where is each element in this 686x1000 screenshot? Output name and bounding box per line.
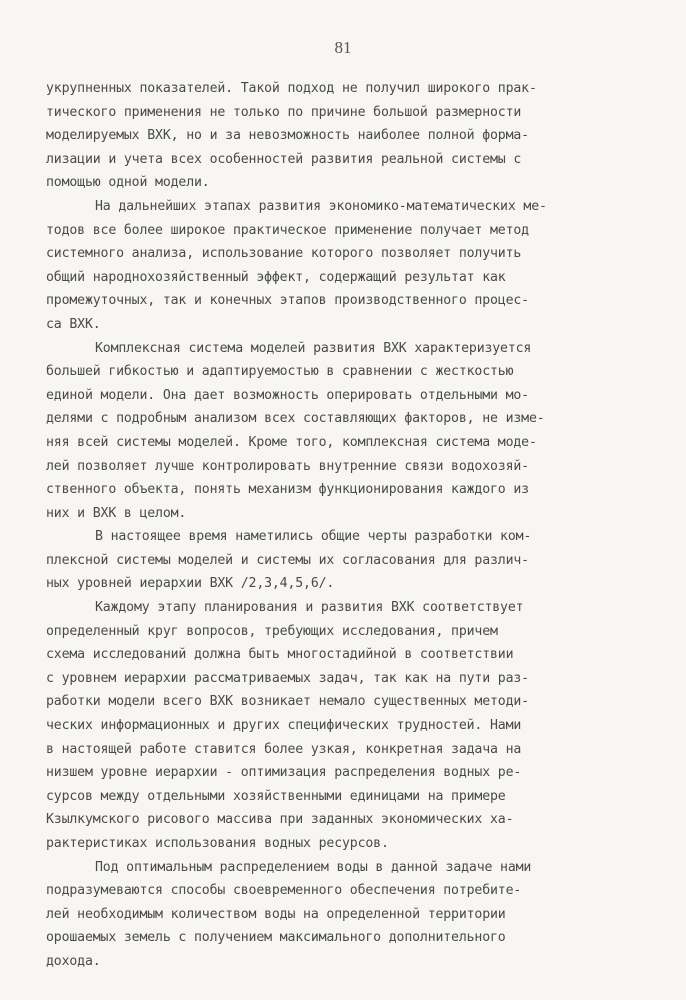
text-line: промежуточных, так и конечных этапов производственного процес- [46, 293, 529, 309]
text-line: Кзылкумского рисового массива при заданных экономических ха- [46, 812, 514, 828]
text-line: с уровнем иерархии рассматриваемых задач, так как на пути раз- [46, 670, 529, 686]
text-line: подразумеваются способы своевременного обеспечения потребите- [46, 883, 522, 899]
text-line: тического применения не только по причине большой размерности [46, 104, 522, 120]
text-line: лей необходимым количеством воды на определенной территории [46, 906, 506, 922]
text-line: единой модели. Она дает возможность оперировать отдельными мо- [46, 387, 529, 403]
paragraph [46, 856, 666, 974]
text-line: са ВХК. [46, 316, 101, 332]
text-line: лей позволяет лучше контролировать внутренние связи водохозяй- [46, 458, 529, 474]
text-line: лизации и учета всех особенностей развития реальной системы с [46, 151, 522, 167]
text-line: тодов все более широкое практическое применение получает метод [46, 222, 529, 238]
text-line: Комплексная система моделей развития ВХК характеризуется [95, 340, 532, 356]
text-line: На дальнейших этапах развития экономико-математических ме- [95, 198, 547, 214]
text-line: дохода. [46, 953, 101, 969]
text-line: делями с подробным анализом всех составляющих факторов, не изме- [46, 411, 545, 427]
text-line: ных уровней иерархии ВХК /2,3,4,5,6/. [46, 576, 335, 592]
text-line: схема исследований должна быть многостадийной в соответствии [46, 647, 514, 663]
text-line: системного анализа, использование которого позволяет получить [46, 246, 522, 262]
text-line: укрупненных показателей. Такой подход не получил широкого прак- [46, 81, 537, 96]
text-line: орошаемых земель с получением максимального дополнительного [46, 930, 506, 946]
text-line: ственного объекта, понять механизм функционирования каждого из [46, 482, 529, 498]
text-line: в настоящей работе ставится более узкая, конкретная задача на [46, 741, 522, 757]
text-line: В настоящее время наметились общие черты разработки ком- [95, 529, 532, 545]
text-line: моделируемых ВХК, но и за невозможность наиболее полной форма- [46, 128, 529, 144]
paragraph [46, 77, 666, 195]
text-line: Каждому этапу планирования и развития ВХК соответствует [95, 600, 524, 616]
text-line: большей гибкостью и адаптируемостью в сравнении с жесткостью [46, 364, 514, 380]
text-line: Под оптимальным распределением воды в данной задаче нами [95, 859, 532, 875]
body-text [46, 77, 666, 974]
text-line: низшем уровне иерархии - оптимизация распределения водных ре- [46, 765, 522, 781]
paragraph [46, 596, 666, 856]
page-number: 81 [334, 38, 352, 57]
text-line: плексной системы моделей и системы их согласования для различ- [46, 552, 529, 568]
text-line: рактеристиках использования водных ресурсов. [46, 836, 389, 851]
paragraph [46, 337, 666, 526]
text-line: них и ВХК в целом. [46, 505, 187, 521]
paragraph [46, 525, 666, 596]
text-line: общий народнохозяйственный эффект, содержащий результат как [46, 269, 506, 285]
text-line: помощью одной модели. [46, 175, 210, 191]
text-line: няя всей системы моделей. Кроме того, комплексная система моде- [46, 434, 537, 450]
paragraph [46, 195, 666, 337]
text-line: работки модели всего ВХК возникает немало существенных методи- [46, 694, 529, 710]
text-line: сурсов между отдельными хозяйственными единицами на примере [46, 788, 506, 804]
text-line: определенный круг вопросов, требующих исследования, причем [46, 623, 498, 639]
text-line: ческих информационных и других специфических трудностей. Нами [46, 718, 522, 734]
